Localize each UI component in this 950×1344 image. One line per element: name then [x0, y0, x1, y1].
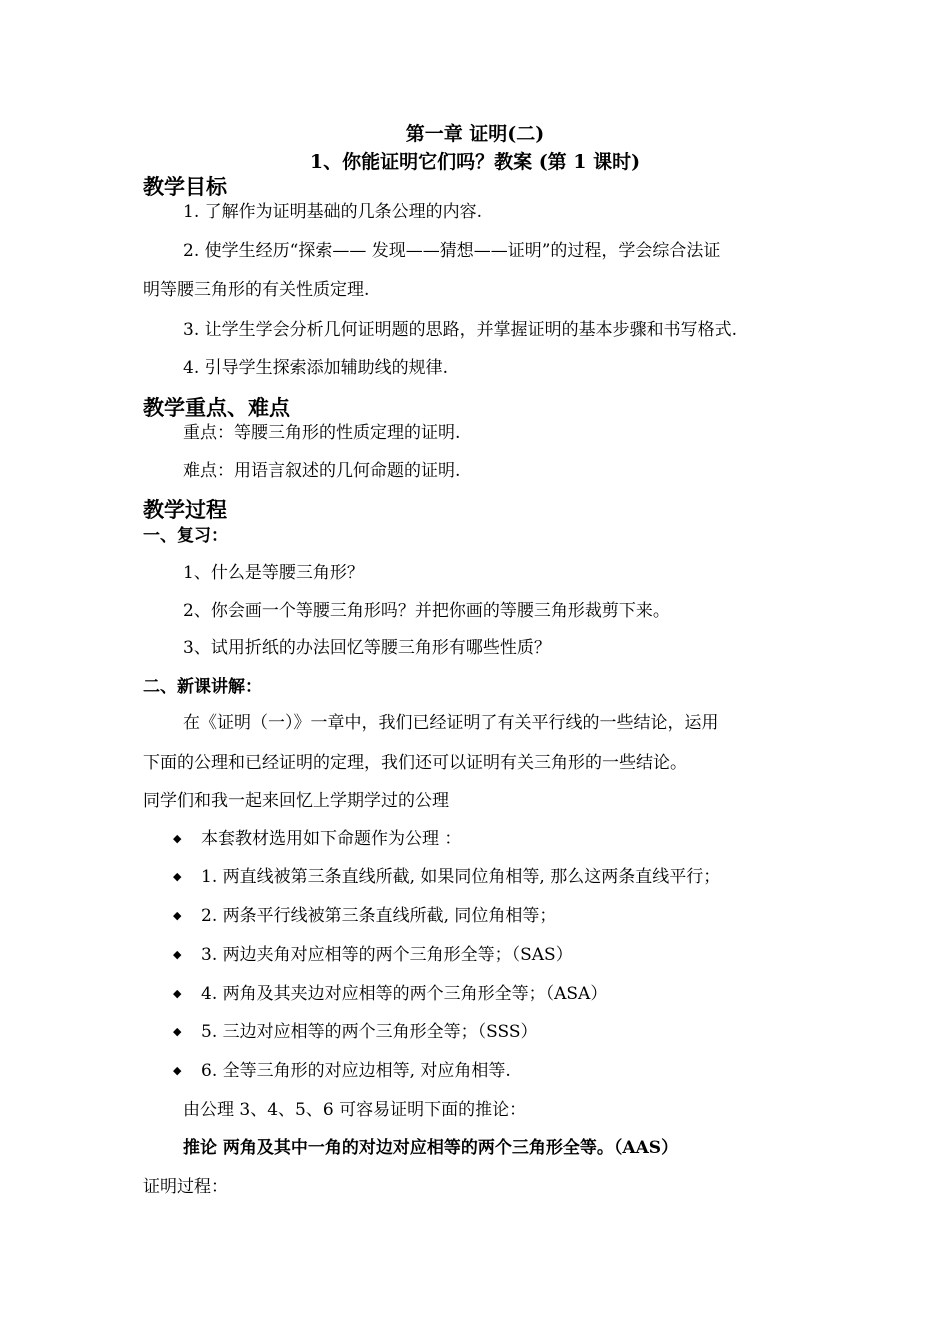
- keypoints-heading: 教学重点、难点: [143, 396, 290, 420]
- review-item: 2、你会画一个等腰三角形吗？并把你画的等腰三角形裁剪下来。: [183, 601, 670, 621]
- key-point: 重点：等腰三角形的性质定理的证明.: [183, 423, 461, 443]
- review-heading: 一、复习：: [143, 526, 228, 546]
- bullet-icon: ◆: [173, 948, 182, 961]
- bullet-icon: ◆: [173, 870, 182, 883]
- recall-paragraph: 同学们和我一起来回忆上学期学过的公理: [143, 791, 449, 811]
- goal-item: 3. 让学生学会分析几何证明题的思路，并掌握证明的基本步骤和书写格式.: [183, 320, 738, 340]
- lesson-title: 1、你能证明它们吗？教案 (第 1 课时): [309, 151, 641, 173]
- bullet-icon: ◆: [173, 832, 182, 845]
- goal-item-continued: 明等腰三角形的有关性质定理.: [143, 280, 370, 300]
- proof-label: 证明过程：: [143, 1177, 228, 1197]
- review-item: 3、试用折纸的办法回忆等腰三角形有哪些性质？: [183, 638, 551, 658]
- chapter-title: 第一章 证明(二): [405, 123, 545, 145]
- bullet-icon: ◆: [173, 909, 182, 922]
- axiom-item: 3. 两边夹角对应相等的两个三角形全等；（SAS）: [201, 945, 573, 965]
- intro-paragraph: 在《证明（一）》一章中，我们已经证明了有关平行线的一些结论，运用: [183, 713, 719, 733]
- bullet-icon: ◆: [173, 1064, 182, 1077]
- bullet-icon: ◆: [173, 1025, 182, 1038]
- review-item: 1、什么是等腰三角形？: [183, 563, 364, 583]
- axiom-item: 5. 三边对应相等的两个三角形全等；（SSS）: [201, 1022, 538, 1042]
- axiom-item: 本套教材选用如下命题作为公理 ：: [201, 829, 462, 849]
- axiom-item: 4. 两角及其夹边对应相等的两个三角形全等；（ASA）: [201, 984, 608, 1004]
- goal-item: 4. 引导学生探索添加辅助线的规律.: [183, 358, 449, 378]
- axiom-item: 2. 两条平行线被第三条直线所截, 同位角相等；: [201, 906, 557, 926]
- goal-item: 2. 使学生经历“探索—— 发现——猜想——证明”的过程，学会综合法证: [183, 241, 721, 261]
- bullet-icon: ◆: [173, 987, 182, 1000]
- new-lesson-heading: 二、新课讲解：: [143, 677, 262, 697]
- goals-heading: 教学目标: [143, 175, 227, 199]
- process-heading: 教学过程: [143, 498, 227, 522]
- difficult-point: 难点：用语言叙述的几何命题的证明.: [183, 461, 461, 481]
- corollary-statement: 推论 两角及其中一角的对边对应相等的两个三角形全等。（AAS）: [183, 1138, 679, 1158]
- axiom-item: 1. 两直线被第三条直线所截, 如果同位角相等, 那么这两条直线平行；: [201, 867, 721, 887]
- axiom-item: 6. 全等三角形的对应边相等, 对应角相等.: [201, 1061, 511, 1081]
- goal-item: 1. 了解作为证明基础的几条公理的内容.: [183, 202, 483, 222]
- inference-intro: 由公理 3、4、5、6 可容易证明下面的推论：: [183, 1100, 527, 1120]
- intro-paragraph-continued: 下面的公理和已经证明的定理，我们还可以证明有关三角形的一些结论。: [143, 753, 687, 773]
